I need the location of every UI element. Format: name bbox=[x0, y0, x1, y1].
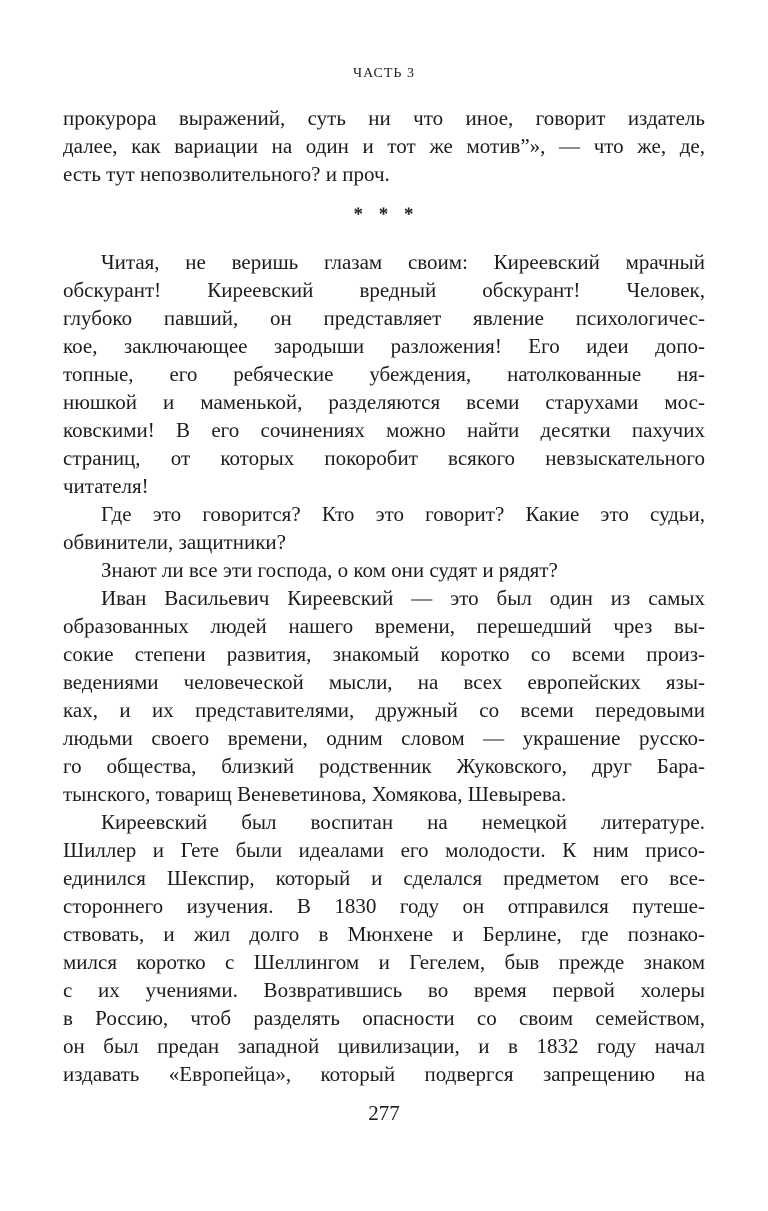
paragraph bbox=[63, 500, 705, 556]
text-line: обскурант! Киреевский вредный обскурант! Человек, bbox=[63, 278, 705, 302]
text-line: единился Шекспир, который и сделался предметом его все- bbox=[63, 866, 705, 890]
text-line: глубоко павший, он представляет явление психологичес- bbox=[63, 306, 705, 330]
text-line: издавать «Европейца», который подвергся запрещению на bbox=[63, 1062, 705, 1086]
text-line: он был предан западной цивилизации, и в 1832 году начал bbox=[63, 1034, 705, 1058]
text-line: обвинители, защитники? bbox=[63, 530, 286, 554]
text-line: топные, его ребяческие убеждения, натолкованные ня- bbox=[63, 362, 705, 386]
text-line: есть тут непозволительного? и проч. bbox=[63, 162, 390, 186]
text-line: читателя! bbox=[63, 474, 149, 498]
text-line: Где это говорится? Кто это говорит? Какие это судьи, bbox=[101, 502, 705, 526]
text-line: в Россию, чтоб разделять опасности со своим семейством, bbox=[63, 1006, 705, 1030]
text-line: людьми своего времени, одним словом — украшение русско- bbox=[63, 726, 705, 750]
text-line: Иван Васильевич Киреевский — это был один из самых bbox=[101, 586, 705, 610]
text-line: стороннего изучения. В 1830 году он отправился путеше- bbox=[63, 894, 705, 918]
paragraph bbox=[63, 104, 705, 188]
paragraph bbox=[63, 808, 705, 1088]
section-separator: * * * bbox=[353, 204, 415, 225]
text-line: нюшкой и маменькой, разделяются всеми старухами мос- bbox=[63, 390, 705, 414]
paragraph bbox=[63, 584, 705, 808]
text-line: ведениями человеческой мысли, на всех европейских язы- bbox=[63, 670, 705, 694]
text-line: ствовать, и жил долго в Мюнхене и Берлине, где познако- bbox=[63, 922, 705, 946]
running-header: ЧАСТЬ 3 bbox=[353, 66, 415, 81]
text-block bbox=[63, 104, 705, 1088]
text-line: далее, как вариации на один и тот же мотив”», — что же, де, bbox=[63, 134, 705, 158]
text-line: Киреевский был воспитан на немецкой литературе. bbox=[101, 810, 705, 834]
text-line: Знают ли все эти господа, о ком они судят и рядят? bbox=[101, 558, 558, 582]
text-line: с их учениями. Возвратившись во время первой холеры bbox=[63, 978, 705, 1002]
text-line: тынского, товарищ Веневетинова, Хомякова, Шевырева. bbox=[63, 782, 567, 806]
text-line: образованных людей нашего времени, перешедший чрез вы- bbox=[63, 614, 705, 638]
text-line: ковскими! В его сочинениях можно найти десятки пахучих bbox=[63, 418, 705, 442]
text-line: Читая, не веришь глазам своим: Киреевский мрачный bbox=[101, 250, 705, 274]
paragraph bbox=[63, 248, 705, 500]
text-line: мился коротко с Шеллингом и Гегелем, быв прежде знаком bbox=[63, 950, 705, 974]
text-line: страниц, от которых покоробит всякого невзыскательного bbox=[63, 446, 705, 470]
text-line: го общества, близкий родственник Жуковского, друг Бара- bbox=[63, 754, 705, 778]
text-line: Шиллер и Гете были идеалами его молодости. К ним присо- bbox=[63, 838, 705, 862]
text-line: ках, и их представителями, дружный со всеми передовыми bbox=[63, 698, 705, 722]
text-line: прокурора выражений, суть ни что иное, говорит издатель bbox=[63, 106, 705, 130]
page-number: 277 bbox=[368, 1101, 400, 1125]
text-line: сокие степени развития, знакомый коротко со всеми произ- bbox=[63, 642, 705, 666]
paragraph bbox=[63, 556, 705, 584]
text-line: кое, заключающее зародыши разложения! Его идеи допо- bbox=[63, 334, 705, 358]
